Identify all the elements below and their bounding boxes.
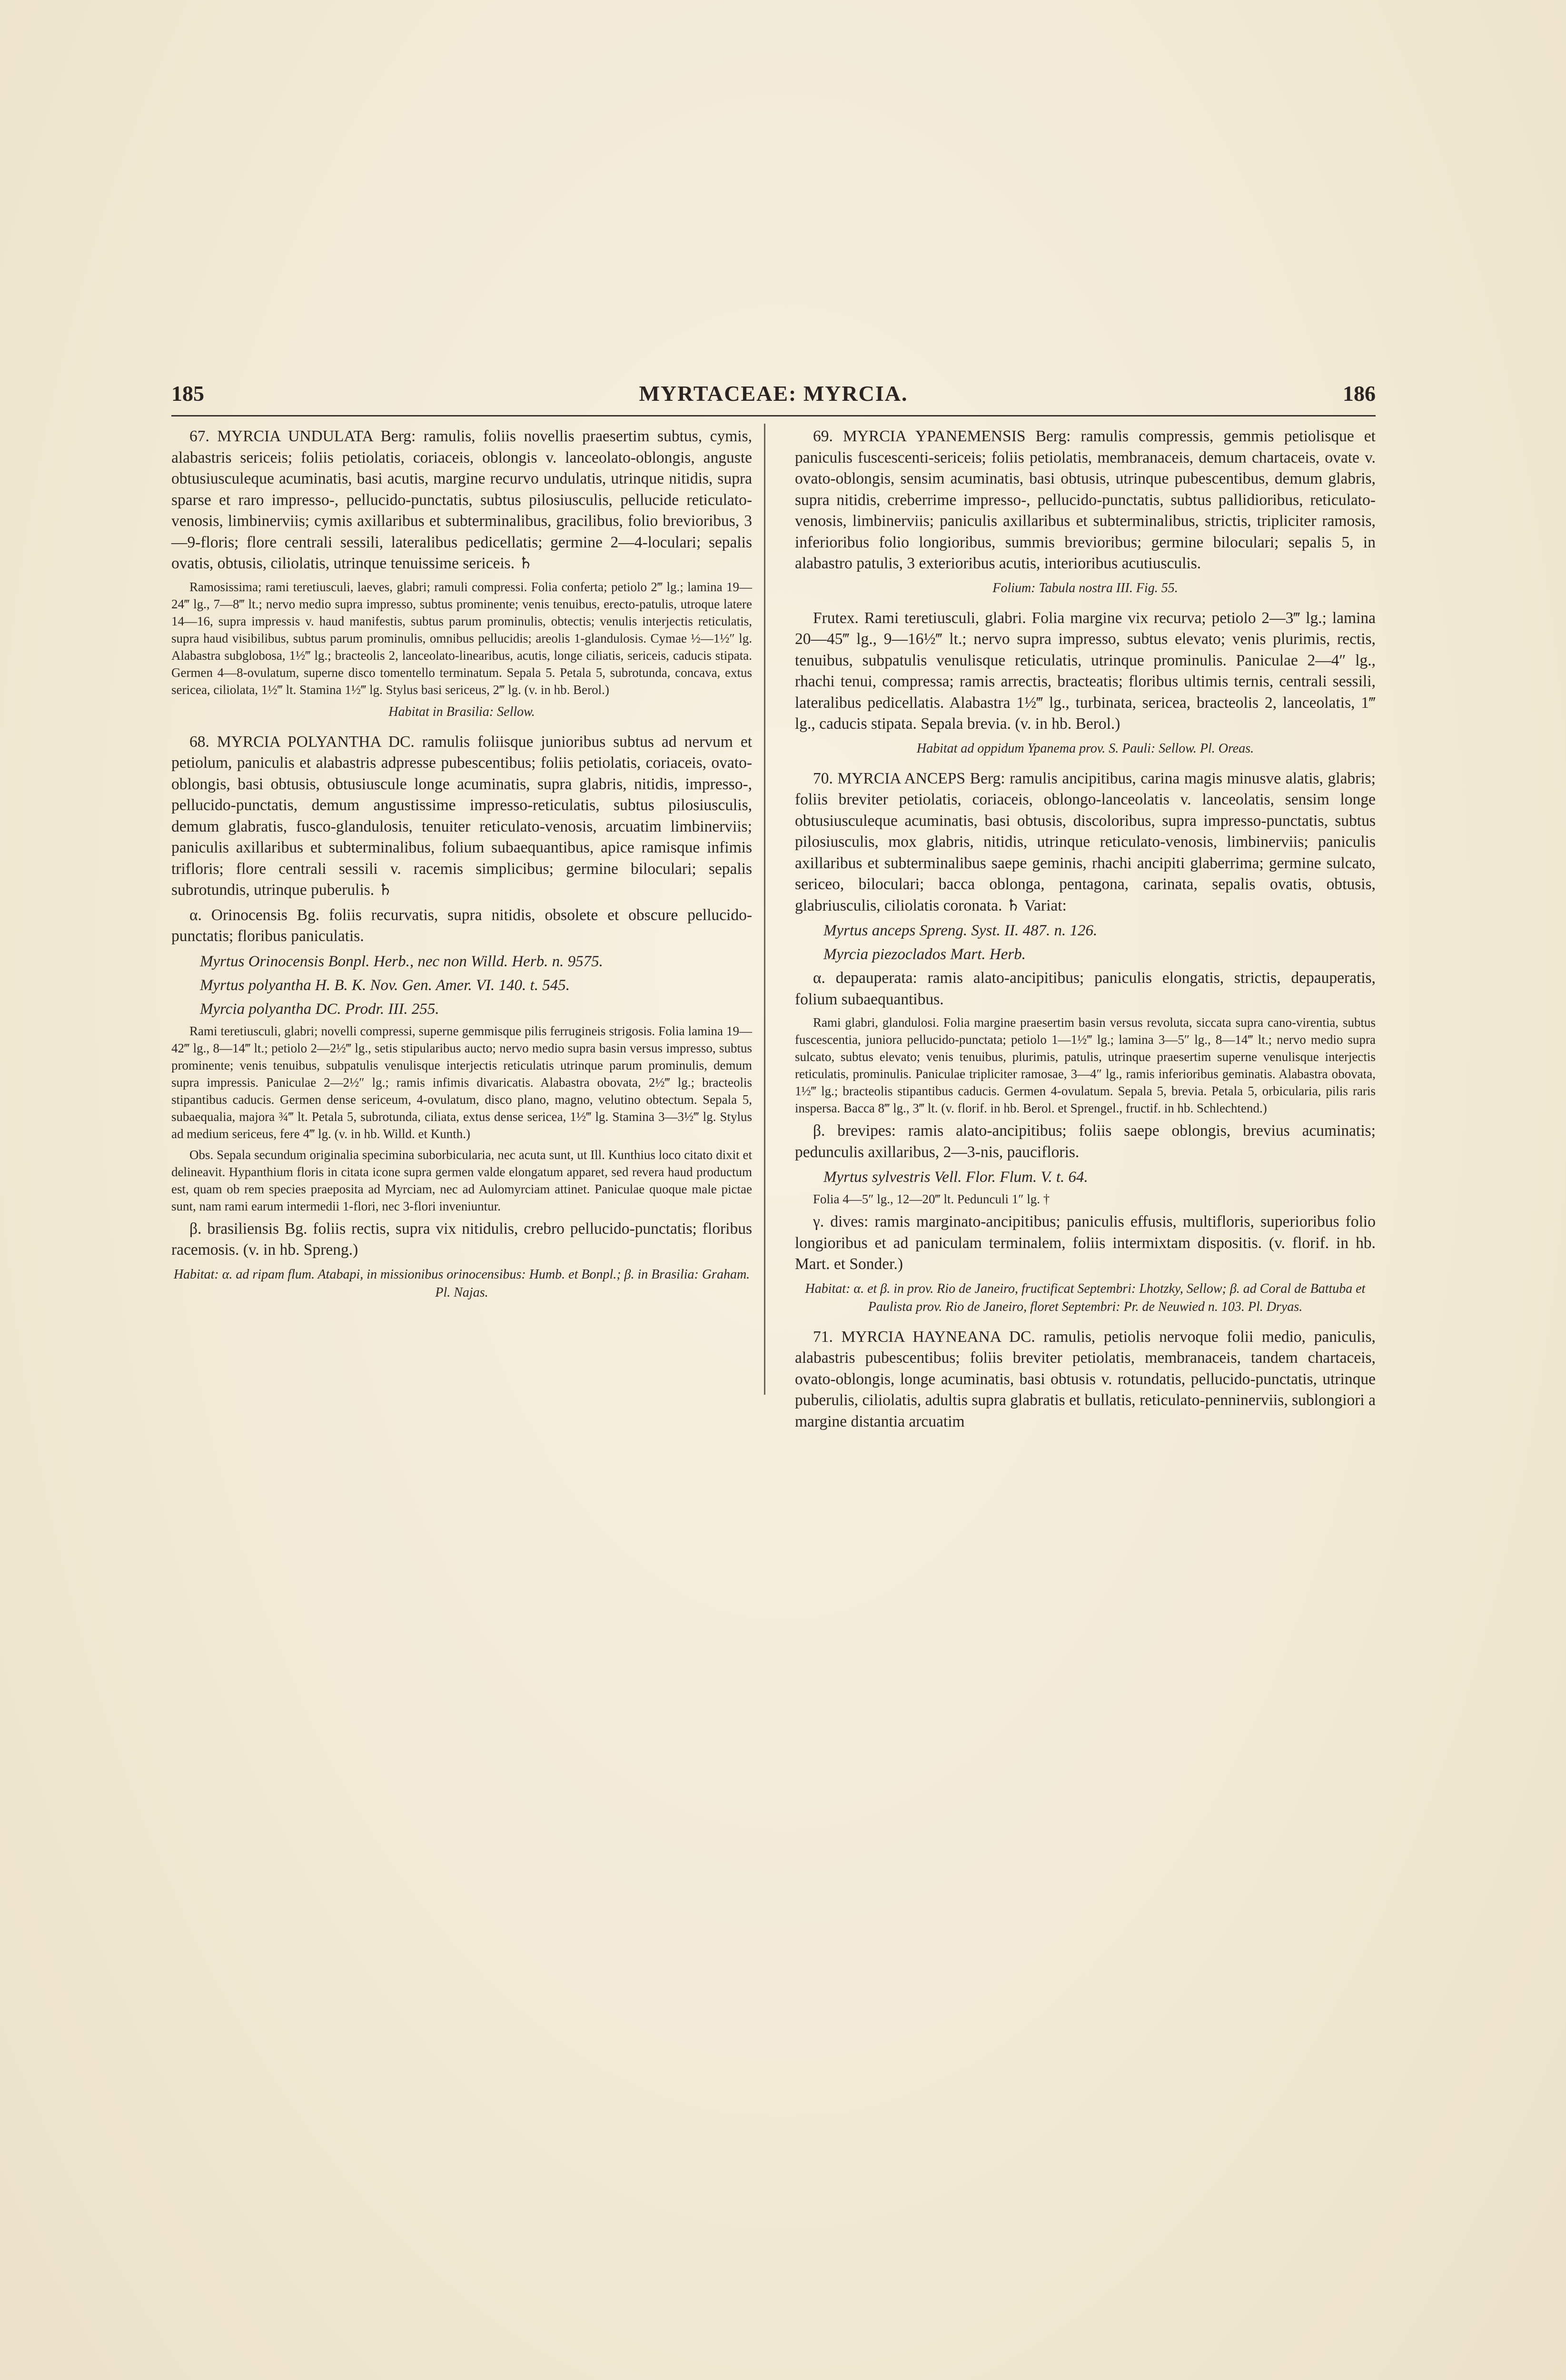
species-70-variety-alpha: α. depauperata: ramis alato-ancipitibus; paniculis elongatis, strictis, depauperatis, folium subaequantibus. [795,969,1376,1008]
species-68-habitat: Habitat: α. ad ripam flum. Atabapi, in missionibus orinocensibus: Humb. et Bonpl.; β. in Brasilia: Graham. Pl. Najas. [173,1267,750,1300]
species-70-variety-gamma: γ. dives: ramis marginato-ancipitibus; paniculis effusis, multifloris, superioribus folio longioribus et ad paniculam terminalem, foliis intermixtam dispositis. (v. florif. in hb. Mart. et Sonder.) [795,1213,1376,1273]
right-column [795,426,1376,1436]
synonym: Myrcia piezoclados Mart. Herb. [823,946,1026,963]
species-69-diagnosis: 69. MYRCIA YPANEMENSIS Berg: ramulis compressis, gemmis petiolisque et paniculis fuscescenti-sericeis; foliis petiolatis, membranaceis, demum chartaceis, ovate v. ovato-oblongis, sensim acuminatis, basi obtusis, utrinque pubescentibus, demum glabris, supra nitidis, creberrime impresso-, pellucido-punctatis, subtus pallidioribus, reticulato-venosis, limbinerviis; paniculis axillaribus et subterminalibus, strictis, tripliciter ramosis, inferioribus folio longioribus, summis brevioribus; germine biloculari; sepalis 5, in alabastro patulis, 3 exterioribus acutis, interioribus acutiusculis. [795,427,1376,572]
running-title: MYRTACEAE: MYRCIA. [639,381,908,406]
synonym: Myrtus sylvestris Vell. Flor. Flum. V. t. 64. [823,1169,1088,1186]
page-number-right: 186 [1343,381,1376,406]
synonym: Myrtus anceps Spreng. Syst. II. 487. n. 126. [823,922,1098,939]
species-68-observation: Obs. Sepala secundum originalia specimina suborbicularia, nec acuta sunt, ut Ill. Kunthius loco citato dixit et delineavit. Hypanthium floris in citata icone supra germen valde elongatum apparet, sed revera haud productum est, quam ob rem species praeposita ad Myrciam, nec ad Aulomyrciam attinet. Paniculae quoque male pictae sunt, nam rami earum intermedii 1-flori, nec 3-flori inveniuntur. [171,1147,752,1213]
species-70-habitat: Habitat: α. et β. in prov. Rio de Janeiro, fructificat Septembri: Lhotzky, Sellow; β. ad Coral de Battuba et Paulista prov. Rio de Janeiro, floret Septembri: Pr. de Neuwied n. 103. Pl. Dryas. [805,1281,1366,1314]
species-69-description: Frutex. Rami teretiusculi, glabri. Folia margine vix recurva; petiolo 2—3‴ lg.; lamina 20—45‴ lg., 9—16½‴ lt.; nervo supra impresso, subtus elevato; venis plurimis, rectis, tenuibus, subpatulis venulisque reticulatis, utrinque prominulis. Paniculae 2—4″ lg., rhachi tenui, compressa; ramis arrectis, bracteatis; floribus ultimis ternis, centrali sessili, lateralibus pedicellatis. Alabastra 1½‴ lg., turbinata, sericea, bracteolis 2, lanceolatis, 1‴ lg., caducis stipata. Sepala brevia. (v. in hb. Berol.) [795,609,1376,733]
species-70-description: Rami glabri, glandulosi. Folia margine praesertim basin versus revoluta, siccata supra cano-virentia, subtus fuscescentia, juniora pellucido-punctata; petiolo 1—1½‴ lg.; lamina 3—5″ lg., 8—14‴ lt.; nervo medio supra sulcato, subtus elevato; venis tenuibus, plurimis, patulis, utrinque praesertim superne venulisque interjectis reticulatis, prominulis. Paniculae tripliciter ramosae, 3—4″ lg., ramis inferioribus geminatis. Alabastra obovata, 1½‴ lg.; bracteolis stipantibus caducis. Germen 4-ovulatum. Sepala 5, brevia. Petala 5, orbicularia, pilis raris inspersa. Bacca 8‴ lg., 3‴ lt. (v. florif. in hb. Berol. et Sprengel., fructif. in hb. Schlechtend.) [795,1015,1376,1115]
page-header [171,381,1376,414]
species-71-diagnosis: 71. MYRCIA HAYNEANA DC. ramulis, petiolis nervoque folii medio, paniculis, alabastris pubescentibus; foliis breviter petiolatis, membranaceis, tandem chartaceis, ovato-oblongis, longe acuminatis, basi obtusis v. rotundatis, pellucido-punctatis, utrinque puberulis, ciliolatis, adultis supra glabratis et bullatis, reticulato-penninerviis, sublongiori a margine distantia arcuatim [795,1328,1376,1430]
species-69-habitat: Habitat ad oppidum Ypanema prov. S. Pauli: Sellow. Pl. Oreas. [916,741,1254,756]
species-70-beta-description: Folia 4—5″ lg., 12—20‴ lt. Pedunculi 1″ lg. † [813,1192,1050,1206]
species-68-diagnosis: 68. MYRCIA POLYANTHA DC. ramulis foliisque junioribus subtus ad nervum et petiolum, paniculis et alabastris adpresse pubescentibus; foliis petiolatis, coriaceis, ovato-oblongis, basi obtusis, obtusiuscule longe acuminatis, supra glabris, nitidis, impresso-, pellucido-punctatis, demum angustissime impresso-reticulatis, subtus pilosiusculis, demum glabratis, fusco-glandulosis, tenuiter reticulato-venosis, arcuatim limbinerviis; paniculis axillaribus et subterminalibus, folium subaequantibus, apice ramisque infimis trifloris; flore centrali sessili v. racemis simplicibus; germine biloculari; sepalis subrotundis, utrinque puberulis. ♄ [171,733,752,899]
synonym: Myrcia polyantha DC. Prodr. III. 255. [200,1000,439,1018]
page-number-left: 185 [171,381,204,406]
synonym: Myrtus Orinocensis Bonpl. Herb., nec non Willd. Herb. n. 9575. [200,952,603,970]
species-70-variety-beta: β. brevipes: ramis alato-ancipitibus; foliis saepe oblongis, brevius acuminatis; pedunculis axillaribus, 2—3-nis, paucifloris. [795,1122,1376,1161]
species-70-diagnosis: 70. MYRCIA ANCEPS Berg: ramulis ancipitibus, carina magis minusve alatis, glabris; foliis breviter petiolatis, coriaceis, oblongo-lanceolatis v. lanceolatis, sensim longe obtusiusculeque acuminatis, basi obtusis, discoloribus, supra impresso-punctatis, subtus pilosiusculis, mox glabris, nitidis, utrinque reticulato-venosis, limbinerviis; paniculis axillaribus et subterminalibus saepe geminis, rhachi ancipiti glaberrima; germine sulcato, sericeo, biloculari; bacca oblonga, pentagona, carinata, sepalis ovatis, obtusis, glabriusculis, ciliolatis coronata. ♄ Variat: [795,769,1376,914]
species-68-variety-alpha: α. Orinocensis Bg. foliis recurvatis, supra nitidis, obsolete et obscure pellucido-punctatis; floribus paniculatis. [171,906,752,945]
species-69-figure-ref: Folium: Tabula nostra III. Fig. 55. [992,580,1178,595]
species-67-habitat: Habitat in Brasilia: Sellow. [388,704,535,719]
species-68-variety-beta: β. brasiliensis Bg. foliis rectis, supra vix nitidulis, crebro pellucido-punctatis; floribus racemosis. (v. in hb. Spreng.) [171,1220,752,1259]
synonym: Myrtus polyantha H. B. K. Nov. Gen. Amer. VI. 140. t. 545. [200,976,570,994]
header-rule [171,415,1376,416]
species-67-description: Ramosissima; rami teretiusculi, laeves, glabri; ramuli compressi. Folia conferta; petiolo 2‴ lg.; lamina 19—24‴ lg., 7—8‴ lt.; nervo medio supra impresso, subtus prominente; venis tenuibus, erecto-patulis, utroque latere 14—16, supra impressis v. haud manifestis, subtus parum prominulis, obtectis; venulis interjectis reticulatis, supra haud visibilibus, subtus parum prominulis, omnibus pellucidis; areolis 1-glandulosis. Cymae ½—1½″ lg. Alabastra subglobosa, 1½‴ lg.; bracteolis 2, lanceolato-linearibus, acutis, longe ciliatis, sericeis, caducis stipata. Germen 4—8-ovulatum, superne disco tomentello terminatum. Sepala 5. Petala 5, subrotunda, concava, extus sericea, ciliolata, 1½‴ lt. Stamina 1½‴ lg. Stylus basi sericeus, 2‴ lg. (v. in hb. Berol.) [171,579,752,697]
species-68-description: Rami teretiusculi, glabri; novelli compressi, superne gemmisque pilis ferrugineis strigosis. Folia lamina 19—42‴ lg., 8—14‴ lt.; petiolo 2—2½‴ lg., setis stipularibus aucto; nervo medio supra basin versus impresso, subtus prominente; venis tenuibus, subpatulis venulisque interjectis reticulatis utrinque parum prominulis, demum supra impressis. Paniculae 2—2½″ lg.; ramis infimis divaricatis. Alabastra obovata, 2½‴ lg.; bracteolis stipantibus caducis. Germen dense sericeum, 4-ovulatum, disco plano, magno, velutino obtectum. Sepala 5, subaequalia, majora ¾‴ lt. Petala 5, subrotunda, ciliata, extus dense sericea, 1½‴ lg. Stamina 3—3½‴ lg. Stylus ad medium sericeus, fere 4‴ lg. (v. in hb. Willd. et Kunth.) [171,1023,752,1141]
column-divider [764,424,765,1395]
species-67-diagnosis: 67. MYRCIA UNDULATA Berg: ramulis, foliis novellis praesertim subtus, cymis, alabastris sericeis; foliis petiolatis, coriaceis, oblongis v. lanceolato-oblongis, anguste obtusiusculeque acuminatis, basi acutis, margine recurvo undulatis, utrinque nitidis, supra sparse et raro impresso-, pellucido-punctatis, subtus pilosiusculis, pellucide reticulato-venosis, limbinerviis; cymis axillaribus et subterminalibus, gracilibus, folio brevioribus, 3—9-floris; flore centrali sessili, lateralibus pedicellatis; germine 2—4-loculari; sepalis ovatis, obtusis, ciliolatis, utrinque tenuissime sericeis. ♄ [171,427,752,572]
left-column [171,426,752,1312]
